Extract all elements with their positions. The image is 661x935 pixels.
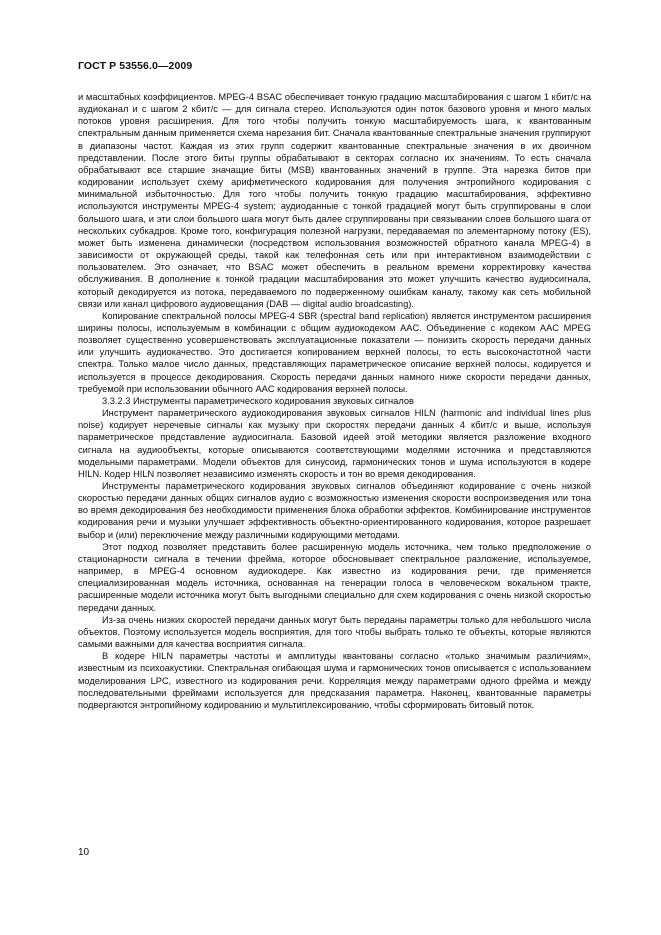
document-header: ГОСТ Р 53556.0—2009	[78, 60, 193, 72]
section-heading-3-3-2-3: 3.3.2.3 Инструменты параметрического кодирования звуковых сигналов	[102, 395, 414, 406]
paragraph-hiln-intro: Инструмент параметрического аудиокодирования звуковых сигналов HILN (harmonic and individual lines plus noise) кодирует неречевые сигналы как музыку при скоростях передачи данных 4 кбит/с и выше, используя параметрическое представление аудиосигнала. Базовой идеей этой методики является разложение входного сигнала на аудиообъекты, которые описываются соответствующими моделями источника и представляются модельными параметрами. Модели объектов для синусоид, гармонических тонов и шума используются в кодере HILN. Кодер HILN позволяет независимо изменять скорость и тон во время декодирования.	[78, 408, 591, 479]
paragraph-sbr: Копирование спектральной полосы MPEG-4 SBR (spectral band replication) является инструментом расширения ширины полосы, используемым в комбинации с общим аудиокодеком AAC. Объединение с кодеком AAC MPEG позволяет существенно усовершенствовать эксплуатационные показатели — понизить скорость передачи данных или улучшить аудиокачество. Это достигается копированием верхней полосы, то есть высокочастотной части спектра. Только малое число данных, представляющих параметрическое описание верхней полосы, кодируется и используется в процессе декодирования. Скорость передачи данных намного ниже скорости передачи данных, требуемой при использовании обычного AAC кодирования верхней полосы.	[78, 310, 591, 394]
body-text	[78, 91, 591, 711]
paragraph-source-model: Этот подход позволяет представить более расширенную модель источника, чем только предположение о стационарности сигнала в течении фрейма, которое обосновывает спектральное разложение, используемое, например, в MPEG-4 основном аудиокодере. Как известно из кодирования речи, где применяется специализированная модель источника, основанная на генерации голоса в человеческом вокальном тракте, расширенные модели источника могут быть выгодными специально для схем кодирования с очень низкой скоростью передачи данных.	[78, 541, 591, 613]
paragraph-bsac-continuation: и масштабных коэффициентов. MPEG-4 BSAC обеспечивает тонкую градацию масштабирования с шагом 1 кбит/с на аудиоканал и с шагом 2 кбит/с — для сигнала стерео. Используются один поток базового уровня и много малых потоков уровня расширения. Для того чтобы получить тонкую масштабируемость шага, к квантованным спектральным данным применяется схема нарезания бит. Сначала квантованные спектральные значения группируют в диапазоны частот. Каждая из этих групп содержит квантованные спектральные значения в их двоичном представлении. После этого биты группы обрабатывают в секторах согласно их значениям. То есть сначала обрабатывают все старшие значащие биты (MSB) квантованных значений в группе. Эта нарезка битов при кодировании использует схему арифметического кодирования для получения энтропийного кодирования с минимальной избыточностью. Для того чтобы получить тонкую градацию масштабирования, эффективно используются инструменты MPEG-4 system; аудиоданные с тонкой градацией могут быть сгруппированы в слои большого шага, и эти слои большого шага могут быть далее сгруппированы при связывании слоев большого шага от нескольких субкадров. Кроме того, конфигурация полезной нагрузки, передаваемая по элементарному потоку (ES), может быть изменена динамически (посредством использования возможностей обратного канала MPEG-4) в зависимости от окружающей среды, такой как телефонная сеть или при интерактивном взаимодействии с пользователем. Это означает, что BSAC может обеспечить в реальном времени корректировку качества обслуживания. В дополнение к тонкой градации масштабирования это может улучшить качество аудиосигнала, который декодируется из потока, передаваемого по подверженному ошибкам каналу, такому как сеть мобильной связи или канал цифрового аудиовещания (DAB — digital audio broadcasting).	[78, 92, 591, 309]
paragraph-hiln-quantization: В кодере HILN параметры частоты и амплитуды квантованы согласно «только значимым различиям», известным из психоакустики. Спектральная огибающая шума и гармонических тонов описывается с использованием моделирования LPC, известного из кодирования речи. Корреляция между параметрами одного фрейма и между последовательными фреймами используется для предсказания параметра. Наконец, квантованные параметры подвергаются энтропийному кодированию и мультиплексированию, чтобы сформировать битовый поток.	[78, 651, 591, 710]
page-number: 10	[78, 847, 90, 858]
paragraph-parametric-tools: Инструменты параметрического кодирования звуковых сигналов объединяют кодирование с очень низкой скоростью передачи данных общих сигналов аудио с возможностью изменения скорости воспроизведения или тона во время декодирования без необходимости применения блока обработки эффектов. Комбинирование инструментов кодирования речи и музыки улучшает эффективность объектно-ориентированного кодирования, которое разрешает выбор и (или) переключение между различными кодирующими методами.	[78, 481, 591, 540]
paragraph-perception-model: Из-за очень низких скоростей передачи данных могут быть переданы параметры только для небольшого числа объектов. Поэтому используется модель восприятия, для того чтобы выбрать только те объекты, которые являются самыми важными для качества восприятия сигнала.	[78, 614, 591, 650]
